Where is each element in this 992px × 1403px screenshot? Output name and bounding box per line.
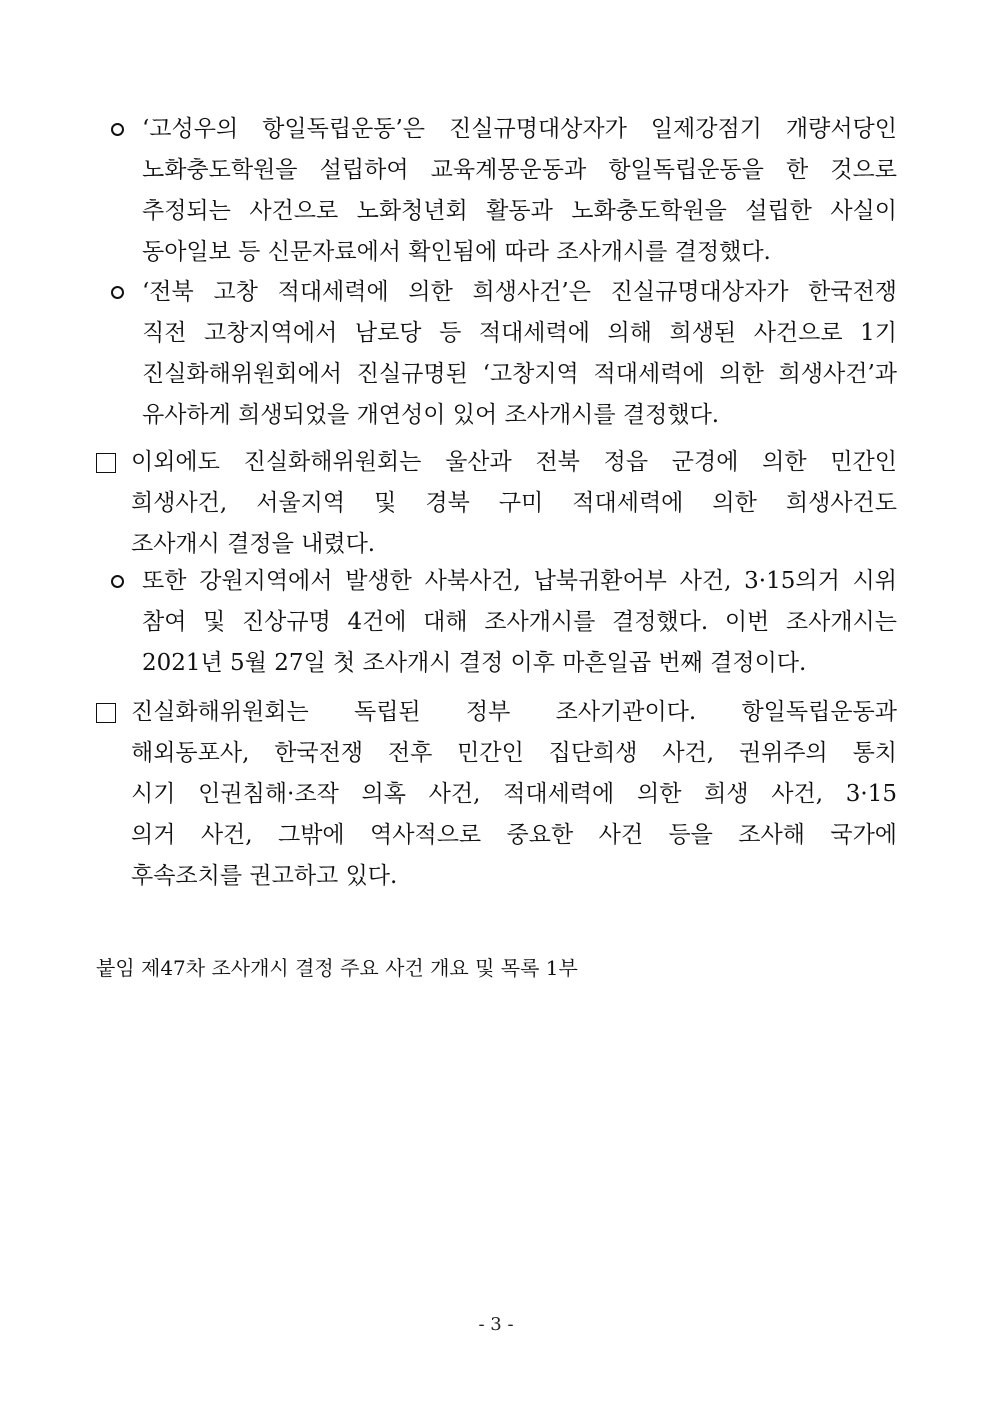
paragraph-line: 2021년 5월 27일 첫 조사개시 결정 이후 마흔일곱 번째 결정이다. [142, 650, 807, 676]
paragraph-line: 동아일보 등 신문자료에서 확인됨에 따라 조사개시를 결정했다. [142, 239, 771, 265]
paragraph-gosungwoo [142, 109, 897, 273]
paragraph-other-cases [131, 442, 897, 565]
paragraph-line: 희생사건, 서울지역 및 경북 구미 적대세력에 의한 희생사건도 [131, 490, 897, 516]
paragraph-commission-description [131, 692, 897, 897]
attachment-note: 붙임 제47차 조사개시 결정 주요 사건 개요 및 목록 1부 [96, 956, 578, 980]
square-bullet-icon [96, 453, 116, 473]
paragraph-line: 조사개시 결정을 내렸다. [131, 531, 376, 557]
paragraph-gochang [142, 272, 897, 436]
paragraph-line: 의거 사건, 그밖에 역사적으로 중요한 사건 등을 조사해 국가에 [131, 822, 897, 848]
paragraph-line: 진실화해위원회는 독립된 정부 조사기관이다. 항일독립운동과 [131, 699, 897, 725]
paragraph-gangwon [142, 561, 897, 684]
circle-bullet-icon [111, 575, 124, 588]
paragraph-line: 직전 고창지역에서 남로당 등 적대세력에 의해 희생된 사건으로 1기 [142, 320, 897, 346]
paragraph-line: 후속조치를 권고하고 있다. [131, 863, 398, 889]
paragraph-line: 진실화해위원회에서 진실규명된 ‘고창지역 적대세력에 의한 희생사건’과 [142, 361, 897, 387]
paragraph-line: 유사하게 희생되었을 개연성이 있어 조사개시를 결정했다. [142, 402, 720, 428]
paragraph-line: 참여 및 진상규명 4건에 대해 조사개시를 결정했다. 이번 조사개시는 [142, 609, 897, 635]
paragraph-line: 또한 강원지역에서 발생한 사북사건, 납북귀환어부 사건, 3·15의거 시위 [142, 568, 897, 594]
paragraph-line: 이외에도 진실화해위원회는 울산과 전북 정읍 군경에 의한 민간인 [131, 449, 897, 475]
circle-bullet-icon [111, 123, 124, 136]
paragraph-line: 시기 인권침해·조작 의혹 사건, 적대세력에 의한 희생 사건, 3·15 [131, 781, 897, 807]
paragraph-line: ‘고성우의 항일독립운동’은 진실규명대상자가 일제강점기 개량서당인 [142, 116, 897, 142]
paragraph-line: ‘전북 고창 적대세력에 의한 희생사건’은 진실규명대상자가 한국전쟁 [142, 279, 897, 305]
square-bullet-icon [96, 703, 116, 723]
circle-bullet-icon [111, 286, 124, 299]
paragraph-line: 해외동포사, 한국전쟁 전후 민간인 집단희생 사건, 권위주의 통치 [131, 740, 897, 766]
page-number: - 3 - [478, 1314, 514, 1335]
paragraph-line: 노화충도학원을 설립하여 교육계몽운동과 항일독립운동을 한 것으로 [142, 157, 897, 183]
paragraph-line: 추정되는 사건으로 노화청년회 활동과 노화충도학원을 설립한 사실이 [142, 198, 897, 224]
